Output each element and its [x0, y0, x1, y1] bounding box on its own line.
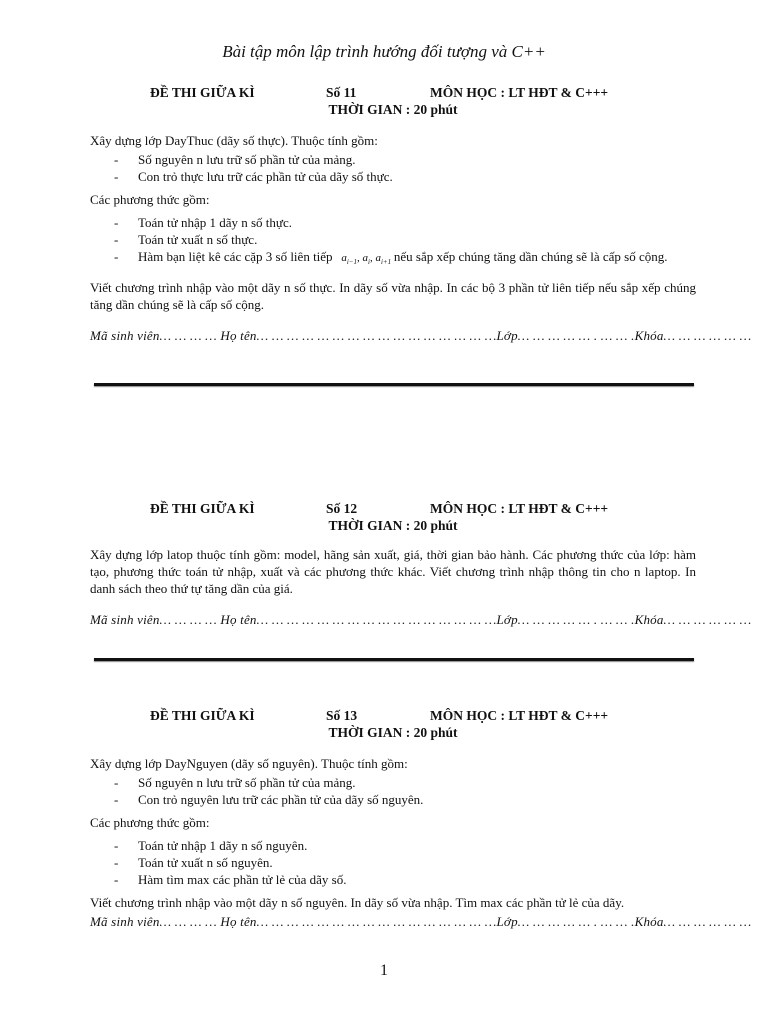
method-item: - Toán tử nhập 1 dãy n số thực.	[90, 214, 696, 231]
exam-kind: ĐỀ THI GIỮA KÌ	[150, 501, 255, 516]
student-info-line: Mã sinh viên… … … … Họ tên… … … … … … … … … … … … … … … …Lớp… … … … … . … … .Khóa… … … … … …	[90, 612, 752, 627]
exam-kind: ĐỀ THI GIỮA KÌ	[150, 708, 255, 723]
method-item: - Toán tử nhập 1 dãy n số nguyên.	[90, 837, 696, 854]
method-item	[90, 248, 696, 271]
exam-kind: ĐỀ THI GIỮA KÌ	[150, 85, 255, 100]
exam-intro: Xây dựng lớp DayNguyen (dãy số nguyên). Thuộc tính gồm:	[90, 756, 408, 771]
exam-11	[90, 84, 752, 344]
student-info-line: Mã sinh viên… … … … Họ tên… … … … … … … … … … … … … … … …Lớp… … … … … . … … .Khóa… … … … … …	[90, 914, 752, 929]
exam-subject: MÔN HỌC : LT HĐT & C+++	[430, 708, 609, 723]
exam-time: THỜI GIAN : 20 phút	[328, 102, 458, 117]
exam-task: Viết chương trình nhập vào một dãy n số nguyên. In dãy số vừa nhập. Tìm max các phần tử lẻ của dãy.	[90, 895, 625, 910]
exam-header	[90, 500, 696, 536]
method-list	[90, 837, 696, 888]
exam-intro: Xây dựng lớp latop thuộc tính gồm: model, hãng sản xuất, giá, thời gian bảo hành. Các phương thức của lớp: hàm tạo, phương thức toán tử nhập, xuất và các phương thức khác. Viết chương trình nhập thông tin cho n laptop. In danh sách theo thứ tự tăng dần của giá.	[90, 547, 696, 596]
exam-task: Viết chương trình nhập vào một dãy n số thực. In dãy số vừa nhập. In các bộ 3 phần tử liên tiếp nếu sắp xếp chúng tăng dần chúng sẽ là cấp số cộng.	[90, 280, 696, 313]
attribute-list	[90, 774, 696, 808]
attribute-list	[90, 151, 696, 185]
document-title: Bài tập môn lập trình hướng đối tượng và C++	[222, 42, 546, 61]
formula-var: a	[341, 252, 347, 264]
methods-heading: Các phương thức gồm:	[90, 192, 210, 207]
method-item: - Toán tử xuất n số thực.	[90, 231, 696, 248]
page-number: 1	[380, 962, 388, 979]
exam-header	[90, 707, 696, 743]
formula-sub: i−1	[346, 258, 357, 267]
exam-number: Số 11	[326, 85, 357, 100]
formula-sub: i+1	[380, 258, 392, 267]
attribute-item: - Số nguyên n lưu trữ số phần tử của mảng.	[90, 151, 696, 168]
attribute-item: - Con trỏ thực lưu trữ các phần tử của dãy số thực.	[90, 168, 696, 185]
sequence-formula: $a_{i-1}$, $a_i$, $a_{i+1}$	[341, 252, 392, 267]
method-text: Hàm bạn liệt kê các cặp 3 số liên tiếp	[138, 249, 333, 264]
exam-12	[90, 500, 752, 628]
method-item: - Toán tử xuất n số nguyên.	[90, 854, 696, 871]
attribute-item: - Số nguyên n lưu trữ số phần tử của mảng.	[90, 774, 696, 791]
exam-subject: MÔN HỌC : LT HĐT & C+++	[430, 501, 609, 516]
exam-number: Số 13	[326, 708, 358, 723]
formula-var: a	[362, 252, 368, 264]
formula-var: a	[375, 252, 381, 264]
exam-time: THỜI GIAN : 20 phút	[328, 518, 458, 533]
formula-sub: i	[367, 258, 370, 267]
exam-subject: MÔN HỌC : LT HĐT & C+++	[430, 85, 609, 100]
exam-time: THỜI GIAN : 20 phút	[328, 725, 458, 740]
exam-number: Số 12	[326, 501, 358, 516]
student-info-line: Mã sinh viên… … … … Họ tên… … … … … … … … … … … … … … … …Lớp… … … … … . … … .Khóa… … … … … …	[90, 328, 752, 344]
exam-header	[90, 84, 696, 120]
section-divider	[94, 383, 694, 386]
methods-heading: Các phương thức gồm:	[90, 815, 210, 830]
exam-13	[90, 707, 752, 930]
attribute-item: - Con trỏ nguyên lưu trữ các phần tử của dãy số nguyên.	[90, 791, 696, 808]
section-divider	[94, 658, 694, 661]
method-item: - Hàm tìm max các phần tử lẻ của dãy số.	[90, 871, 696, 888]
method-text: nếu sắp xếp chúng tăng dần chúng sẽ là cấp số cộng.	[393, 249, 668, 264]
method-list	[90, 214, 696, 271]
exam-intro: Xây dựng lớp DayThuc (dãy số thực). Thuộc tính gồm:	[90, 133, 378, 148]
